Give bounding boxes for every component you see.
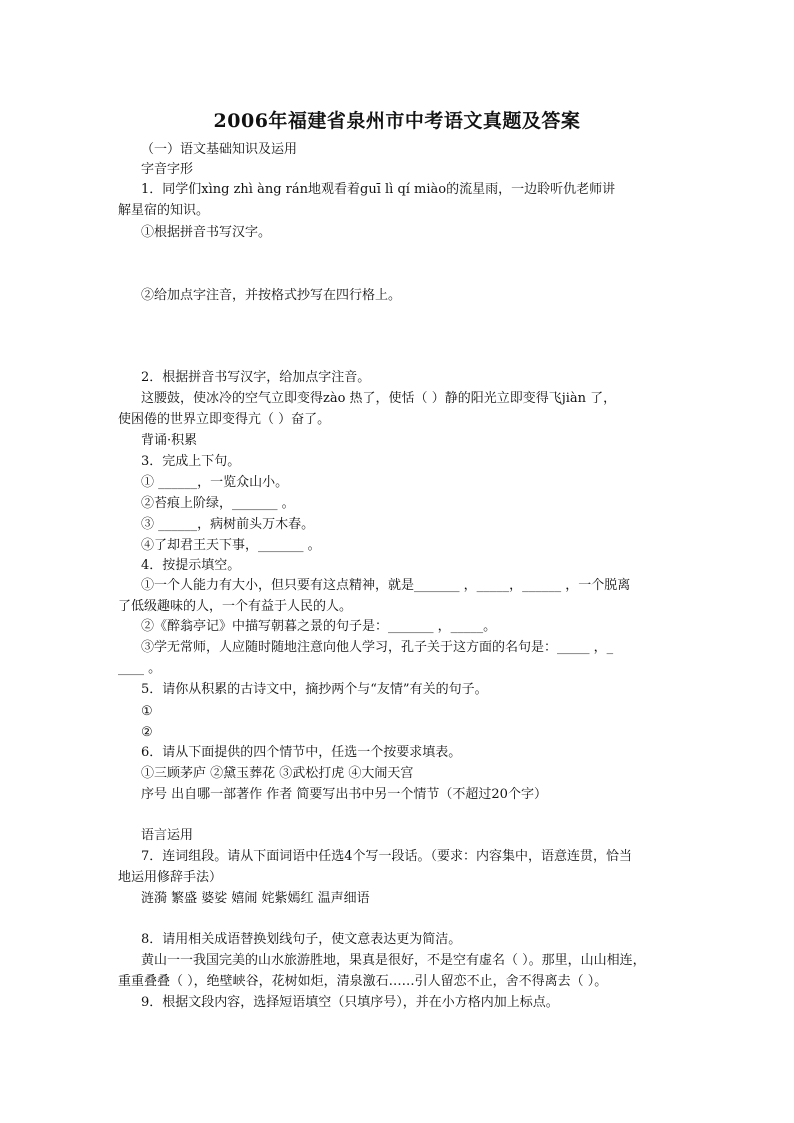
sub-question: ②苔痕上阶绿，_______ 。 [141, 496, 295, 511]
question-text: 地运用修辞手法） [118, 870, 223, 885]
document-title: 2006年福建省泉州市中考语文真题及答案 [213, 110, 581, 132]
question-text: 4．按提示填空。 [141, 558, 241, 573]
answer-marker: ① [141, 704, 153, 719]
sub-question: ①一个人能力有大小，但只要有这点精神，就是_______ ，_____，______ ，一个脱离 [141, 578, 631, 593]
word-list: 涟漪 繁盛 婆娑 嬉闹 姹紫嫣红 温声细语 [141, 891, 370, 906]
sub-question: ③ ______，病树前头万木春。 [141, 517, 315, 532]
question-text: 8．请用相关成语替换划线句子，使文意表达更为简洁。 [141, 932, 462, 947]
question-text: 使困倦的世界立即变得亢（ ）奋了。 [118, 412, 331, 427]
question-text: 3．完成上下句。 [141, 454, 241, 469]
subsection-heading: 背诵·积累 [141, 433, 198, 448]
sub-question: ②给加点字注音，并按格式抄写在四行格上。 [141, 288, 402, 303]
question-text: 7．连词组段。请从下面词语中任选4个写一段话。（要求：内容集中，语意连贯，恰当 [141, 849, 633, 864]
question-text: 2．根据拼音书写汉字，给加点字注音。 [141, 370, 371, 385]
sub-question: ① ______，一览众山小。 [141, 475, 289, 490]
answer-marker: ② [141, 725, 153, 740]
passage-text: 黄山一一我国完美的山水旅游胜地，果真是很好，不是空有虚名（ ）。那里，山山相连， [141, 953, 646, 968]
sub-question: 了低级趣味的人，一个有益于人民的人。 [118, 599, 353, 614]
sub-question: ③学无常师，人应随时随地注意向他人学习，孔子关于这方面的名句是：_____ ，_ [141, 640, 614, 655]
sub-question: ①根据拼音书写汉字。 [141, 225, 272, 240]
options-list: ①三顾茅庐 ②黛玉葬花 ③武松打虎 ④大闹天宫 [141, 766, 414, 781]
section-heading: （一）语文基础知识及运用 [141, 142, 298, 157]
question-text: 5．请你从积累的古诗文中，摘抄两个与“友情”有关的句子。 [141, 682, 488, 697]
question-text: 9．根据文段内容，选择短语填空（只填序号），并在小方格内加上标点。 [141, 995, 559, 1010]
sub-question: ____ 。 [118, 661, 162, 676]
question-text: 1．同学们xìng zhì àng rán地观看着guī lì qí miào的流星雨，一边聆听仇老师讲 [141, 182, 616, 197]
table-header: 序号 出自哪一部著作 作者 简要写出书中另一个情节（不超过20个字） [141, 787, 547, 802]
sub-question: ④了却君王天下事，_______ 。 [141, 538, 321, 553]
question-text: 解星宿的知识。 [118, 203, 210, 218]
subsection-heading: 语言运用 [141, 828, 194, 843]
sub-question: ②《醉翁亭记》中描写朝暮之景的句子是：_______ ，_____。 [141, 619, 497, 634]
subsection-heading: 字音字形 [141, 162, 194, 177]
question-text: 这腰鼓，使冰冷的空气立即变得zào 热了，使恬（ ）静的阳光立即变得飞jiàn 了， [141, 391, 617, 406]
question-text: 6．请从下面提供的四个情节中，任选一个按要求填表。 [141, 745, 462, 760]
passage-text: 重重叠叠（ ），绝壁峡谷，花树如炬，清泉激石……引人留恋不止，舍不得离去（ ）。 [118, 974, 608, 989]
